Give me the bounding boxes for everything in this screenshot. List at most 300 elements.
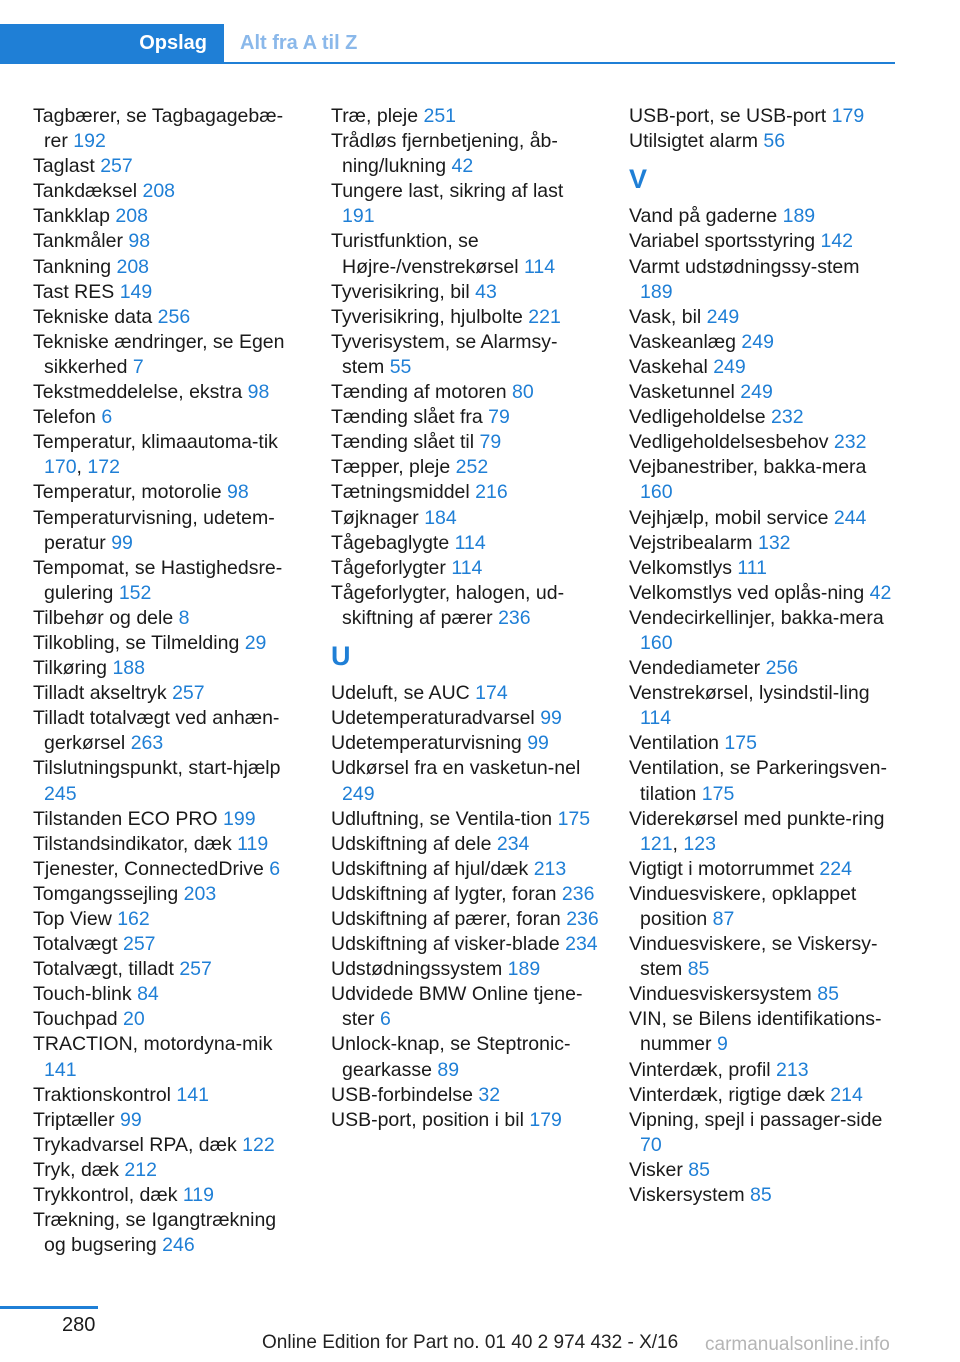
index-entry (33, 1083, 301, 1108)
index-entry (33, 982, 301, 1007)
index-entry-label: Vinterdæk, rigtige dæk (629, 1083, 831, 1106)
index-entry (331, 882, 599, 907)
page-ref-link[interactable]: 189 (640, 280, 673, 303)
index-entry (331, 1108, 599, 1133)
index-entry (33, 706, 301, 756)
index-entry (629, 1007, 897, 1057)
index-entry (331, 731, 599, 756)
page-ref-link[interactable]: 199 (223, 807, 256, 830)
index-entry-label: Udvidede BMW Online tjene‐ster (331, 983, 583, 1031)
index-entry-label: Tilslutningspunkt, start‐hjælp (33, 757, 281, 780)
page-ref-link[interactable]: 249 (706, 305, 740, 328)
page-ref-link[interactable]: 175 (701, 782, 735, 805)
index-entry-label: Velkomstlys ved oplås‐ning (629, 581, 870, 604)
page-ref-link[interactable]: 221 (528, 305, 561, 328)
index-entry-label: Tågeforlygter (331, 556, 452, 579)
page-ref-link[interactable]: 256 (157, 305, 191, 328)
page-ref-link[interactable]: 263 (130, 732, 164, 755)
page-ref-link[interactable]: 203 (183, 882, 217, 905)
page-ref-link[interactable]: 119 (182, 1184, 214, 1207)
page-ref-link[interactable]: 141 (44, 1058, 77, 1081)
index-entry (331, 1032, 599, 1082)
page-ref-link[interactable]: 234 (565, 933, 598, 956)
index-entry-label: USB-port, position i bil (331, 1108, 530, 1131)
index-entry (629, 932, 897, 982)
page-ref-link[interactable]: 245 (44, 782, 77, 805)
index-entry-label: Trykadvarsel RPA, dæk (33, 1133, 243, 1156)
page-ref-link[interactable]: 189 (507, 958, 541, 981)
tab-bar (0, 24, 895, 64)
index-entry-label: Utilsigtet alarm (629, 130, 764, 153)
index-entry (331, 229, 599, 279)
index-entry (331, 129, 599, 179)
page-ref-link[interactable]: 42 (869, 581, 892, 604)
index-column-3 (629, 104, 897, 1208)
index-entry (629, 556, 897, 581)
page-ref-link[interactable]: 213 (776, 1058, 809, 1081)
index-entry (33, 154, 301, 179)
index-entry (331, 857, 599, 882)
page-ref-link[interactable]: 79 (479, 431, 502, 454)
page-ref-link[interactable]: 249 (342, 782, 375, 805)
index-entry (629, 882, 897, 932)
index-entry (331, 832, 599, 857)
index-entry-label: Triptæller (33, 1108, 121, 1131)
index-entry (629, 1183, 897, 1208)
index-entry-label: Vaskehal (629, 355, 714, 378)
index-entry (629, 606, 897, 656)
index-entry: Temperatur, klimaautoma‐tik 170, 172 (33, 431, 278, 479)
index-entry-label: Tænding slået fra (331, 406, 489, 429)
index-column-1 (33, 104, 301, 1258)
index-column-2 (331, 104, 599, 1133)
index-entry (629, 1108, 897, 1158)
index-entry-label: Vedligeholdelsesbehov (629, 431, 834, 454)
index-entry (33, 380, 301, 405)
index-entry-label: VIN, se Bilens identifikations‐nummer (629, 1008, 882, 1056)
index-entry-label: Tryk, dæk (33, 1158, 125, 1181)
index-entry-label: Variabel sportsstyring (629, 230, 821, 253)
index-entry (629, 255, 897, 305)
page-ref-link[interactable]: 162 (117, 908, 150, 930)
index-entry-label: Turistfunktion, se Højre-/venstrekørsel (331, 230, 525, 278)
index-entry (331, 556, 599, 581)
page-ref-link[interactable]: 175 (557, 807, 591, 830)
page-ref-link[interactable]: 249 (741, 330, 774, 353)
index-entry (331, 430, 599, 455)
index-entry (331, 932, 599, 957)
page-ref-link[interactable]: 56 (763, 130, 786, 153)
index-entry (629, 455, 897, 505)
page-ref-link[interactable]: 79 (488, 406, 510, 429)
page-ref-link[interactable]: 42 (451, 155, 474, 178)
index-entry (331, 756, 599, 806)
index-entry: Viderekørsel med punkte‐ring 121, 123 (629, 807, 885, 855)
index-entry-label: Vask, bil (629, 305, 707, 328)
index-entry (33, 280, 301, 305)
index-entry-label: Telefon (33, 406, 102, 429)
index-entry-label: Vinduesviskere, se Viskersy‐stem (629, 933, 878, 981)
index-entry-label: TRACTION, motordyna‐mik (33, 1033, 273, 1056)
page-ref-link[interactable]: 257 (100, 155, 133, 178)
index-entry (33, 204, 301, 229)
index-entry-label: Vipning, spejl i passager‐side (629, 1108, 883, 1131)
index-entry (629, 380, 897, 405)
index-entry (331, 907, 599, 932)
page-ref-link[interactable]: 252 (455, 456, 489, 479)
index-entry (33, 104, 301, 154)
index-entry (629, 405, 897, 430)
footer-divider (0, 1306, 98, 1309)
index-entry (331, 305, 599, 330)
index-entry (33, 656, 301, 681)
page-ref-link[interactable]: 114 (454, 531, 486, 554)
index-entry (629, 1158, 897, 1183)
index-entry (33, 330, 301, 380)
page-ref-link[interactable]: 170 (44, 456, 77, 479)
index-entry (331, 506, 599, 531)
page-ref-link[interactable]: 257 (179, 958, 212, 981)
page-ref-link[interactable]: 179 (831, 105, 865, 127)
page-ref-link[interactable]: 214 (830, 1083, 863, 1106)
index-entry (33, 756, 301, 806)
index-entry-label: Tilladt akseltryk (33, 682, 173, 705)
page-ref-link[interactable]: 175 (724, 732, 757, 755)
page-ref-link[interactable]: 99 (111, 531, 133, 554)
index-entry-label: Vigtigt i motorrummet (629, 857, 820, 880)
page-ref-link[interactable]: 121 (640, 832, 673, 855)
index-entry-label: Vasketunnel (629, 381, 741, 404)
index-entry-label: Vejstribealarm (629, 531, 758, 554)
index-entry-label: Vejbanestriber, bakka‐mera (629, 456, 867, 479)
page-ref-link[interactable]: 132 (757, 531, 791, 554)
page-ref-link[interactable]: 29 (244, 631, 267, 654)
index-entry-label: Udetemperaturadvarsel (331, 707, 541, 730)
index-entry (629, 982, 897, 1007)
index-entry-label: Træ, pleje (331, 105, 424, 127)
page-ref-link[interactable]: 123 (683, 832, 716, 855)
page-ref-link[interactable]: 232 (833, 431, 867, 454)
index-entry (331, 480, 599, 505)
page-ref-link[interactable]: 119 (237, 832, 269, 855)
index-entry (331, 706, 599, 731)
page-ref-link[interactable]: 6 (379, 1008, 391, 1031)
index-entry (629, 581, 897, 606)
index-entry-label: Tilladt totalvægt ved anhæn‐gerkørsel (33, 707, 280, 755)
index-entry-label: Totalvægt, tilladt (33, 958, 180, 981)
index-entry-label: Tænding af motoren (331, 381, 513, 404)
page-ref-link[interactable]: 8 (178, 606, 190, 629)
index-entry (33, 1208, 301, 1258)
index-entry-label: Vinduesviskersystem (629, 983, 818, 1006)
index-entry (629, 1058, 897, 1083)
index-entry-label: Tekniske data (33, 305, 158, 328)
index-entry (629, 355, 897, 380)
page-ref-link[interactable]: 89 (437, 1058, 460, 1081)
index-entry (33, 1158, 301, 1183)
page-ref-link[interactable]: 244 (833, 506, 867, 529)
page-ref-link[interactable]: 7 (132, 355, 144, 378)
page-ref-link[interactable]: 85 (750, 1184, 772, 1207)
page-ref-link[interactable]: 172 (87, 456, 120, 479)
index-entry-label: Udluftning, se Ventila‐tion (331, 807, 558, 830)
index-entry-label: Tilkøring (33, 657, 113, 680)
index-entry-label: Tætningsmiddel (331, 481, 476, 504)
page-ref-link[interactable]: 99 (540, 707, 562, 730)
page-ref-link[interactable]: 85 (687, 958, 710, 981)
index-entry (629, 305, 897, 330)
index-entry (331, 982, 599, 1032)
index-entry-label: Tilbehør og dele (33, 606, 179, 629)
index-entry-label: Tilkobling, se Tilmelding (33, 631, 245, 654)
page-ref-link[interactable]: 160 (640, 481, 673, 504)
page-ref-link[interactable]: 224 (819, 857, 852, 880)
page-ref-link[interactable]: 6 (101, 406, 113, 429)
page-ref-link[interactable]: 249 (713, 355, 746, 378)
index-entry (331, 330, 599, 380)
index-entry-label: Tankdæksel (33, 180, 143, 203)
index-entry-label: Udeluft, se AUC (331, 682, 476, 705)
page-ref-link[interactable]: 249 (740, 381, 773, 404)
index-entry-label: Tankmåler (33, 230, 129, 253)
index-entry (33, 882, 301, 907)
index-entry-label: Vand på gaderne (629, 205, 783, 228)
index-entry-label: Udskiftning af hjul/dæk (331, 857, 534, 880)
tab-opslag[interactable]: Opslag (0, 24, 224, 62)
index-entry-label: Viskersystem (629, 1184, 750, 1207)
index-entry (629, 857, 897, 882)
page-ref-link[interactable]: 236 (566, 908, 599, 930)
page-ref-link[interactable]: 192 (73, 130, 106, 153)
index-entry (629, 1083, 897, 1108)
index-entry-label: Tungere last, sikring af last (331, 180, 564, 203)
index-entry-label: Totalvægt (33, 933, 123, 956)
page-ref-link[interactable]: 213 (533, 857, 567, 880)
index-entry-label: Tågebaglygte (331, 531, 455, 554)
index-entry-label: Vedligeholdelse (629, 406, 772, 429)
page-ref-link[interactable]: 216 (475, 481, 508, 504)
page-ref-link[interactable]: 122 (242, 1133, 275, 1156)
index-entry (331, 581, 599, 631)
index-entry (331, 104, 599, 129)
index-entry-label: Temperatur, klimaautoma‐tik (33, 431, 278, 454)
index-entry (33, 857, 301, 882)
page-ref-link[interactable]: 85 (817, 983, 839, 1006)
index-entry (33, 179, 301, 204)
page-ref-link[interactable]: 99 (120, 1108, 142, 1131)
index-entry-label: Top View (33, 908, 118, 930)
edition-text: Online Edition for Part no. 01 40 2 974 432 - X/16 (262, 1332, 679, 1353)
page-ref-link[interactable]: 208 (116, 255, 150, 278)
tab-alt-fra-a-til-z[interactable]: Alt fra A til Z (240, 31, 358, 54)
index-entry (331, 455, 599, 480)
index-entry (331, 531, 599, 556)
page-ref-link[interactable]: 188 (112, 657, 145, 680)
index-entry-label: Venstrekørsel, lysindstil‐ling (629, 682, 870, 705)
index-entry (33, 606, 301, 631)
index-entry-label: Tekstmeddelelse, ekstra (33, 381, 248, 404)
index-entry (33, 1032, 301, 1082)
index-entry (331, 179, 599, 229)
page-ref-link[interactable]: 246 (162, 1234, 195, 1257)
index-entry-label: Vendecirkellinjer, bakka‐mera (629, 606, 884, 629)
index-entry-label: Tænding slået til (331, 431, 480, 454)
index-entry (33, 1183, 301, 1208)
index-entry (33, 255, 301, 280)
index-entry (629, 506, 897, 531)
index-entry-label: Unlock-knap, se Steptronic-gearkasse (331, 1033, 571, 1081)
page-ref-link[interactable]: 179 (529, 1108, 562, 1131)
page-ref-link[interactable]: 114 (640, 707, 672, 730)
index-entry (629, 330, 897, 355)
page-ref-link[interactable]: 98 (247, 381, 270, 404)
index-entry (629, 681, 897, 731)
page-ref-link[interactable]: 256 (765, 657, 799, 680)
index-entry-label: Tøjknager (331, 506, 425, 529)
page-ref-link[interactable]: 55 (389, 355, 412, 378)
index-entry (33, 907, 301, 932)
watermark: carmanualsonline.info (705, 1334, 890, 1355)
index-entry-label: Tast RES (33, 280, 120, 303)
index-entry (33, 1133, 301, 1158)
index-entry-label: Vinduesviskere, opklappet position (629, 882, 857, 930)
page-ref-link[interactable]: 84 (137, 983, 159, 1006)
page-ref-link[interactable]: 251 (423, 105, 457, 127)
page-ref-link[interactable]: 111 (737, 556, 768, 579)
page-ref-link[interactable]: 98 (128, 230, 151, 253)
index-entry (331, 1083, 599, 1108)
index-entry-label: Udskiftning af pærer, foran (331, 908, 567, 930)
page-ref-link[interactable]: 9 (716, 1033, 728, 1056)
page-ref-link[interactable]: 98 (227, 481, 249, 504)
page-ref-link[interactable]: 208 (115, 205, 148, 228)
index-entry-label: Tilstanden ECO PRO (33, 807, 224, 830)
index-entry-label: Velkomstlys (629, 556, 738, 579)
index-entry-label: Tomgangssejling (33, 882, 184, 905)
index-entry-label: Tæpper, pleje (331, 456, 456, 479)
index-entry-label: Trykkontrol, dæk (33, 1184, 183, 1207)
index-entry (33, 305, 301, 330)
index-entry (629, 531, 897, 556)
page-ref-link[interactable]: 160 (640, 631, 673, 654)
index-entry-label: Udskiftning af lygter, foran (331, 882, 562, 905)
page-ref-link[interactable]: 184 (424, 506, 457, 529)
index-entry (33, 405, 301, 430)
index-entry (33, 229, 301, 254)
index-entry (33, 506, 301, 556)
index-letter-heading: U (331, 640, 351, 671)
index-entry-label: Temperatur, motorolie (33, 481, 228, 504)
page-ref-link[interactable]: 174 (475, 682, 508, 705)
index-entry-label: Tyverisikring, bil (331, 280, 476, 303)
page-ref-link[interactable]: 87 (712, 908, 735, 930)
page-ref-link[interactable]: 191 (342, 205, 375, 228)
page-ref-link[interactable]: 43 (475, 280, 497, 303)
page-ref-link[interactable]: 142 (820, 230, 854, 253)
index-entry-label: Trækning, se Igangtrækning og bugsering (33, 1209, 277, 1257)
page-ref-link[interactable]: 20 (123, 1008, 145, 1031)
index-entry (33, 932, 301, 957)
page-ref-link[interactable]: 257 (122, 933, 156, 956)
index-entry-label: Tågeforlygter, halogen, ud‐skiftning af pærer (331, 581, 565, 629)
index-entry-label: Tjenester, ConnectedDrive (33, 857, 270, 880)
index-entry (331, 681, 599, 706)
page-ref-link[interactable]: 70 (640, 1133, 662, 1156)
page-ref-link[interactable]: 6 (269, 857, 281, 880)
index-entry-label: Tankning (33, 255, 117, 278)
index-entry-label: Tilstandsindikator, dæk (33, 832, 238, 855)
page-ref-link[interactable]: 236 (498, 606, 531, 629)
page-ref-link[interactable]: 257 (172, 682, 205, 705)
index-entry (331, 957, 599, 982)
index-entry (33, 807, 301, 832)
page-ref-link[interactable]: 234 (496, 832, 530, 855)
index-entry-label: Udskiftning af dele (331, 832, 497, 855)
index-entry-label: Tekniske ændringer, se Egen sikkerhed (33, 330, 285, 378)
index-entry-label: Traktionskontrol (33, 1083, 177, 1106)
page-ref-link[interactable]: 236 (561, 882, 595, 905)
page-ref-link[interactable]: 85 (688, 1158, 710, 1181)
page-ref-link[interactable]: 141 (176, 1083, 209, 1106)
page-ref-link[interactable]: 212 (124, 1158, 157, 1181)
index-entry-label: Ventilation, se Parkeringsven‐tilation (629, 757, 887, 805)
index-entry-label: USB-forbindelse (331, 1083, 479, 1106)
page-ref-link[interactable]: 149 (119, 280, 153, 303)
index-entry-label: Temperaturvisning, udetem‐peratur (33, 506, 275, 554)
page-ref-link[interactable]: 114 (524, 255, 556, 278)
index-entry-label: Ventilation (629, 732, 725, 755)
page-ref-link[interactable]: 189 (782, 205, 816, 228)
page-ref-link[interactable]: 80 (512, 381, 534, 404)
index-entry (33, 556, 301, 606)
index-entry (331, 280, 599, 305)
index-entry (331, 405, 599, 430)
index-entry-label: Vinterdæk, profil (629, 1058, 777, 1081)
page-ref-link[interactable]: 232 (771, 406, 804, 429)
page-ref-link[interactable]: 99 (527, 732, 549, 755)
page-ref-link[interactable]: 32 (478, 1083, 501, 1106)
index-letter-heading: V (629, 164, 648, 195)
index-entry-label: Udkørsel fra en vasketun‐nel (331, 757, 581, 780)
index-entry-label: Tankklap (33, 205, 116, 228)
index-entry (33, 1108, 301, 1133)
index-entry-label: Udstødningssystem (331, 958, 508, 981)
index-entry-label: Trådløs fjernbetjening, åb‐ning/lukning (331, 130, 558, 178)
index-entry-label: USB-port, se USB-port (629, 105, 832, 127)
index-entry (33, 480, 301, 505)
index-entry-label: Vejhjælp, mobil service (629, 506, 834, 529)
page-ref-link[interactable]: 152 (118, 581, 152, 604)
index-entry (33, 1007, 301, 1032)
index-entry-label: Tagbærer, se Tagbagagebæ‐rer (33, 105, 284, 153)
index-entry (33, 631, 301, 656)
index-entry-label: Viderekørsel med punkte‐ring (629, 807, 885, 830)
index-entry (629, 656, 897, 681)
index-entry-label: Tyverisikring, hjulbolte (331, 305, 529, 328)
index-entry (629, 430, 897, 455)
page-ref-link[interactable]: 114 (451, 556, 483, 579)
index-entry (33, 957, 301, 982)
page-number: 280 (62, 1314, 96, 1336)
index-entry-label: Tempomat, se Hastighedsre‐gulering (33, 556, 283, 604)
page-ref-link[interactable]: 208 (142, 180, 176, 203)
index-entry-label: Vendediameter (629, 657, 766, 680)
index-entry (629, 756, 897, 806)
index-entry-label: Udskiftning af visker‐blade (331, 933, 566, 956)
index-entry-label: Touchpad (33, 1008, 123, 1031)
index-entry (33, 832, 301, 857)
index-entry (331, 807, 599, 832)
